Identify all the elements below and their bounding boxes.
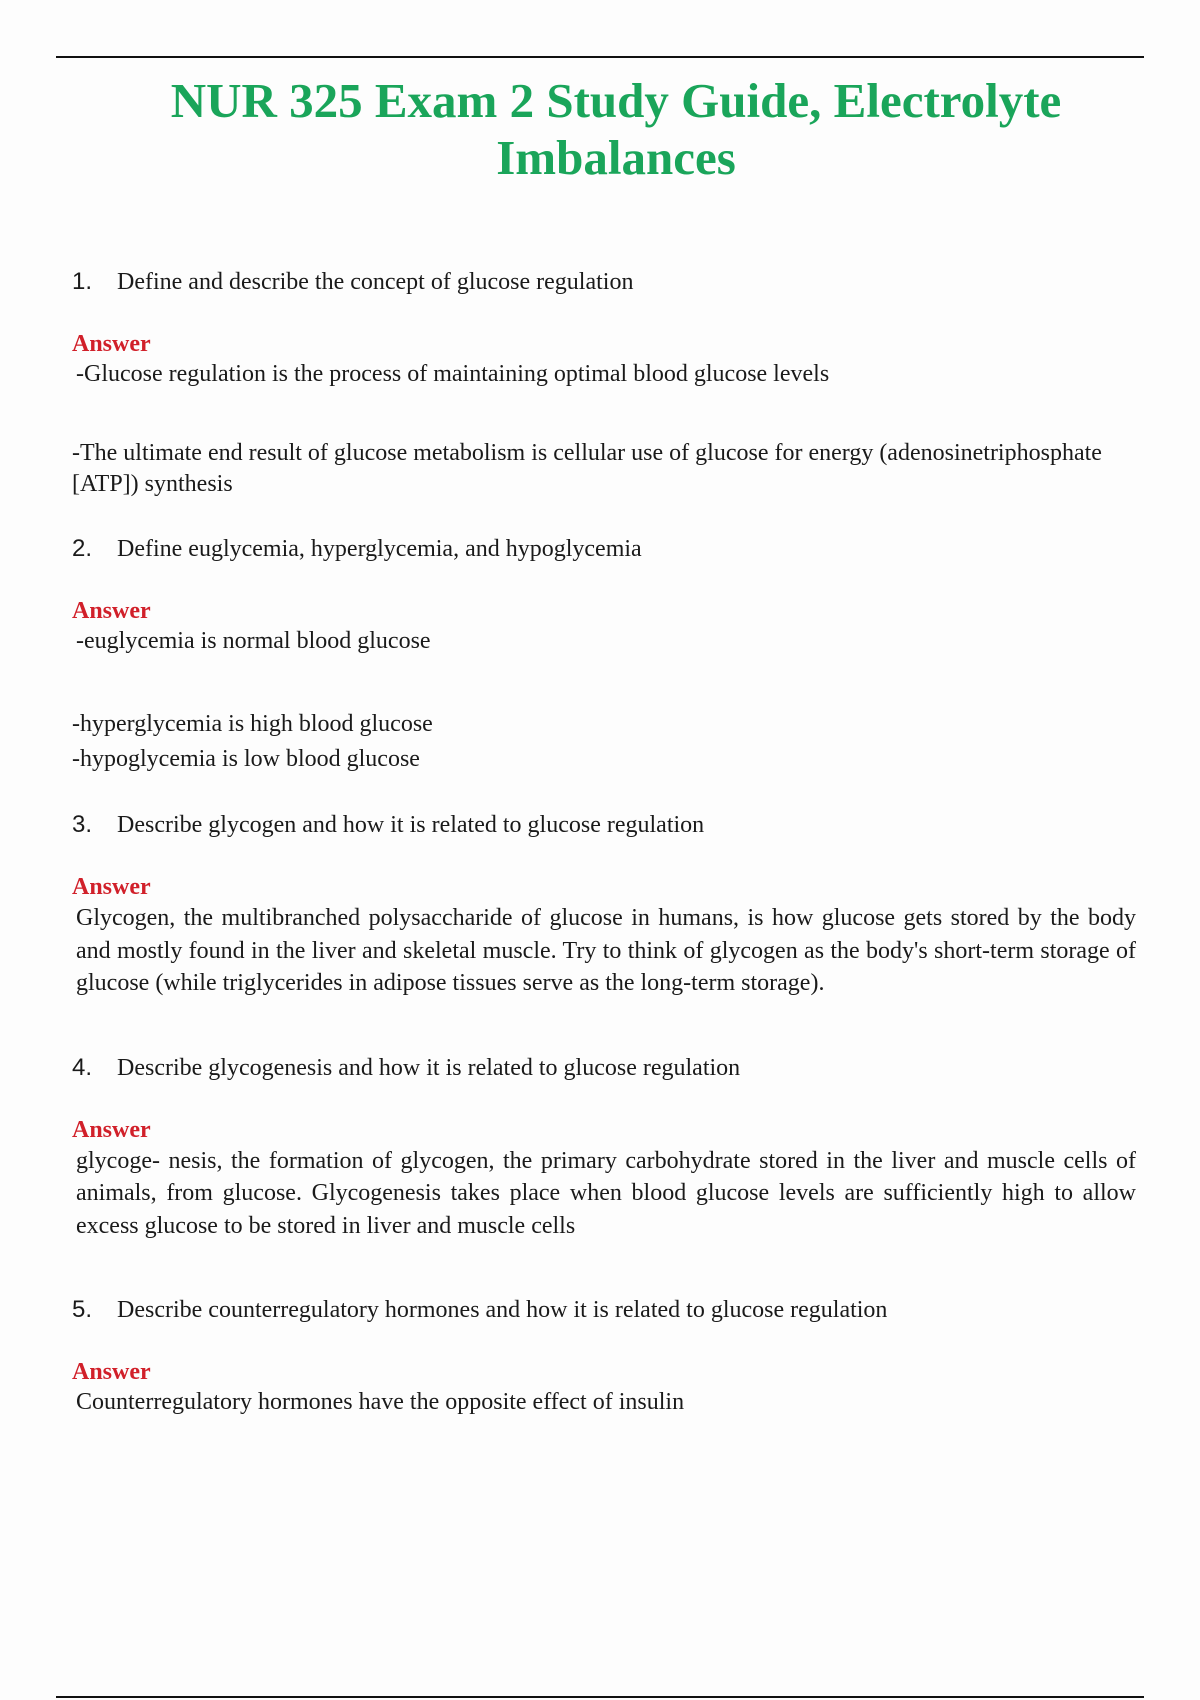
answer-text: -The ultimate end result of glucose metabolism is cellular use of glucose for energy (adenosinetriphosphate [ATP]) synthesis bbox=[72, 440, 1102, 497]
question-number: 2. bbox=[72, 535, 93, 562]
answer-text: -hypoglycemia is low blood glucose bbox=[72, 746, 420, 772]
answer-label: Answer bbox=[72, 331, 151, 357]
question-text: Define euglycemia, hyperglycemia, and hypoglycemia bbox=[117, 536, 642, 562]
question-number: 5. bbox=[72, 1296, 93, 1323]
question-2 bbox=[72, 535, 1136, 563]
question-4 bbox=[72, 1054, 1136, 1082]
answer-label: Answer bbox=[72, 1359, 151, 1385]
question-1 bbox=[72, 268, 1136, 296]
bottom-rule bbox=[56, 1696, 1144, 1698]
answer-label: Answer bbox=[72, 874, 151, 900]
question-number: 4. bbox=[72, 1053, 93, 1081]
answer-text: -Glucose regulation is the process of maintaining optimal blood glucose levels bbox=[76, 361, 830, 387]
answer-label: Answer bbox=[72, 598, 151, 624]
top-rule bbox=[56, 56, 1144, 58]
answer-text: -hyperglycemia is high blood glucose bbox=[72, 711, 433, 737]
question-text: Describe glycogenesis and how it is related to glucose regulation bbox=[117, 1054, 741, 1081]
answer-label: Answer bbox=[72, 1116, 151, 1143]
answer-text: -euglycemia is normal blood glucose bbox=[76, 628, 431, 654]
question-number: 3. bbox=[72, 811, 93, 838]
answer-text: Glycogen, the multibranched polysaccharide of glucose in humans, is how glucose gets stored by the body and mostly found in the liver and skeletal muscle. Try to think of glycogen as the body's short-term storage of glucose (while triglycerides in adipose tissues serve as the long-term storage). bbox=[76, 905, 1136, 996]
question-text: Describe counterregulatory hormones and how it is related to glucose regulation bbox=[117, 1297, 888, 1323]
study-guide-content bbox=[72, 268, 1136, 1418]
document-title: NUR 325 Exam 2 Study Guide, Electrolyte Imbalances bbox=[170, 73, 1062, 185]
question-text: Describe glycogen and how it is related to glucose regulation bbox=[117, 812, 705, 838]
question-5 bbox=[72, 1296, 1136, 1324]
answer-text: Counterregulatory hormones have the opposite effect of insulin bbox=[76, 1389, 685, 1415]
question-text: Define and describe the concept of glucose regulation bbox=[117, 269, 634, 295]
answer-text: glycoge- nesis, the formation of glycogen, the primary carbohydrate stored in the liver and muscle cells of animals, from glucose. Glycogenesis takes place when blood glucose levels are sufficiently high to allow excess glucose to be stored in liver and muscle cells bbox=[76, 1147, 1136, 1239]
question-3 bbox=[72, 811, 1136, 839]
question-number: 1. bbox=[72, 268, 93, 295]
